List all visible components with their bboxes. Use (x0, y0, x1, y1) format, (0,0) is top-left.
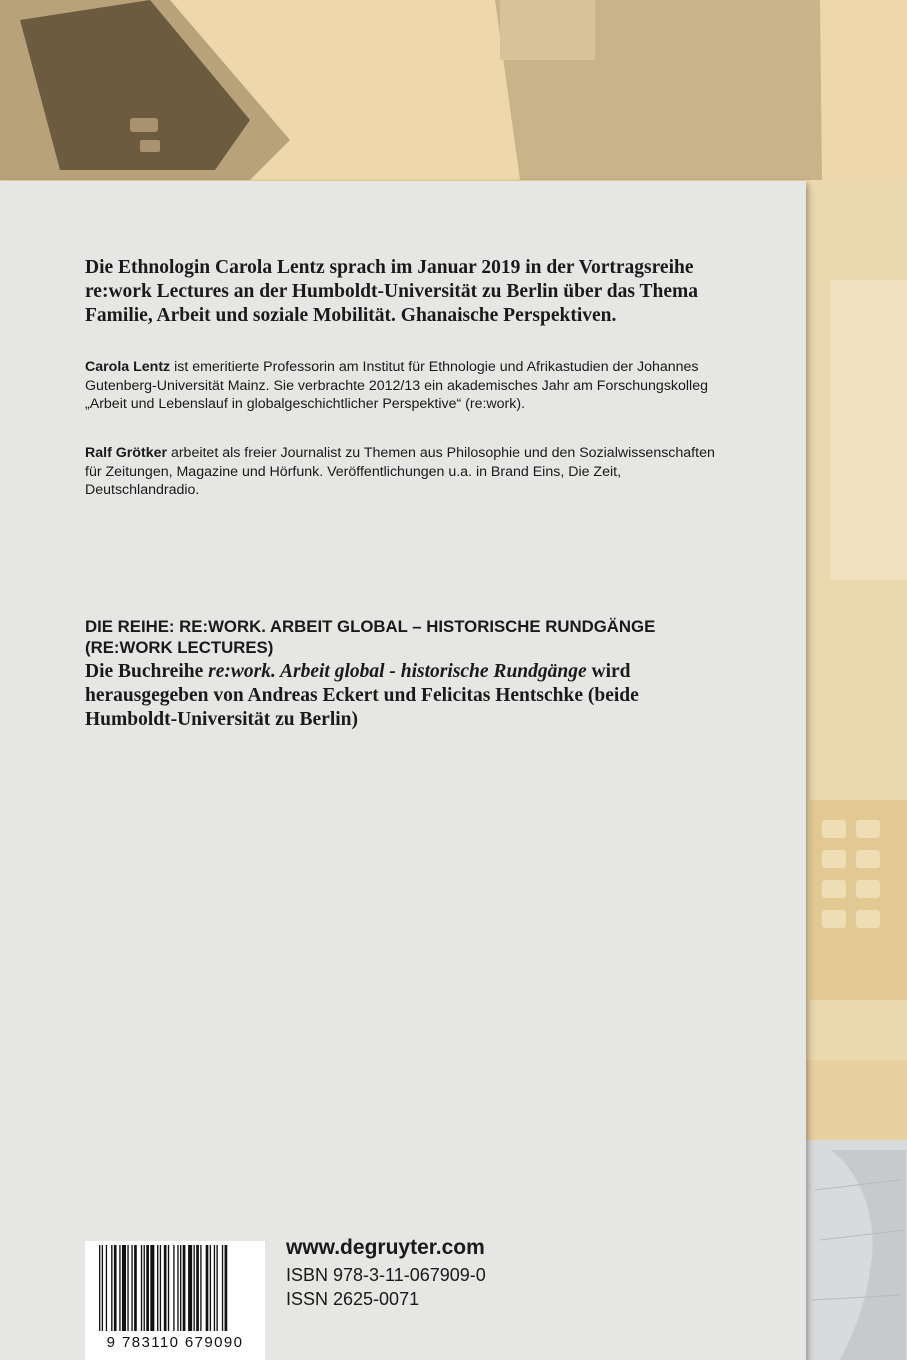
issn: ISSN 2625-0071 (286, 1289, 420, 1309)
author-bio-text: arbeitet als freier Journalist zu Themen aus Philosophie und den Sozialwissenschaften für Zeitungen, Magazine und Hörfunk. Veröffentlichungen u.a. in Brand Eins, Die Zeit, Deutschlandradio. (85, 445, 715, 498)
series-name: re:work. Arbeit global - historische Rundgänge (208, 661, 587, 682)
isbn: ISBN 978-3-11-067909-0 (286, 1265, 486, 1285)
publisher-url: www.degruyter.com (286, 1236, 485, 1259)
barcode (85, 1241, 265, 1360)
author-name: Ralf Grötker (85, 445, 167, 461)
intro-paragraph: Die Ethnologin Carola Lentz sprach im Januar 2019 in der Vortragsreihe re:work Lectures an der Humboldt-Universität zu Berlin über das Thema Familie, Arbeit und soziale Mobilität. Ghanaische Perspektiven. (85, 257, 698, 326)
barcode-bars (85, 1241, 265, 1336)
author-bio-text: ist emeritierte Professorin am Institut für Ethnologie und Afrikastudien der Johannes Gutenberg-Universität Mainz. Sie verbrachte 2012/13 ein akademisches Jahr am Forschungskolleg „Arbeit und Lebenslauf in globalgeschichtlicher Perspektive“ (re:work). (85, 359, 708, 412)
author-bio-carola-lentz (85, 358, 725, 414)
author-bio-ralf-groetker (85, 444, 725, 500)
series-title: DIE REIHE: RE:WORK. ARBEIT GLOBAL – HISTORISCHE RUNDGÄNGE (RE:WORK LECTURES) (85, 617, 656, 657)
barcode-digits: 9 783110 679090 (106, 1334, 244, 1351)
author-name: Carola Lentz (85, 359, 171, 375)
series-description: Die Buchreihe re:work. Arbeit global - historische Rundgänge wird herausgegeben von Andreas Eckert und Felicitas Hentschke (beide Humboldt-Universität zu Berlin) (85, 661, 639, 730)
